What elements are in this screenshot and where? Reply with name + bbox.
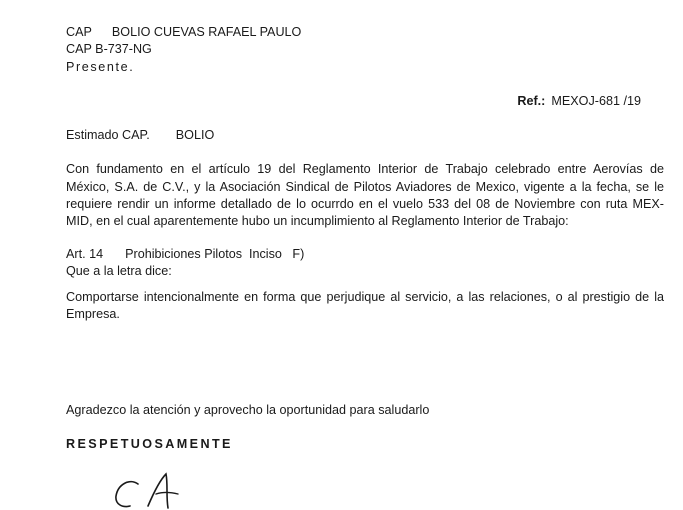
recipient-name: BOLIO CUEVAS RAFAEL PAULO bbox=[111, 25, 302, 39]
recipient-line bbox=[66, 24, 301, 40]
paragraph-line: Con fundamento en el artículo 19 del Reglamento Interior de Trabajo celebrado entre Aerovías de bbox=[66, 162, 664, 176]
article-label: Art. 14 bbox=[66, 247, 104, 261]
quote-intro: Que a la letra dice: bbox=[66, 264, 172, 278]
sign-off: RESPETUOSAMENTE bbox=[66, 437, 233, 451]
cap-label: CAP bbox=[66, 25, 92, 39]
reference-label: Ref.: bbox=[517, 94, 546, 108]
paragraph-line: México, S.A. de C.V., y la Asociación Sindical de Pilotos Aviadores de Mexico, vigente a la fecha, se le bbox=[66, 180, 664, 194]
salutation-greeting: Estimado CAP. bbox=[66, 128, 150, 142]
presente-text: Presente. bbox=[66, 60, 135, 74]
article-line bbox=[66, 246, 304, 262]
reference-line bbox=[517, 93, 641, 109]
quote-line: Empresa. bbox=[66, 307, 120, 321]
salutation-name: BOLIO bbox=[175, 128, 215, 142]
paragraph-line: MID, en el cual aparentemente hubo un incumplimiento al Reglamento Interior de Trabajo: bbox=[66, 214, 569, 228]
paragraph-line: requiere rendir un informe detallado de lo ocurrdo en el vuelo 533 del 08 de Noviembre con ruta MEX- bbox=[66, 197, 664, 211]
handwritten-signature bbox=[108, 470, 218, 510]
cap-number: CAP B-737-NG bbox=[66, 42, 152, 56]
quote-line: Comportarse intencionalmente en forma que perjudique al servicio, a las relaciones, o al prestigio de la bbox=[66, 290, 664, 304]
salutation bbox=[66, 127, 214, 143]
reference-value: MEXOJ-681 /19 bbox=[551, 94, 641, 108]
closing-thanks: Agradezco la atención y aprovecho la oportunidad para saludarlo bbox=[66, 403, 430, 417]
article-text: Prohibiciones Pilotos Inciso F) bbox=[125, 247, 305, 261]
